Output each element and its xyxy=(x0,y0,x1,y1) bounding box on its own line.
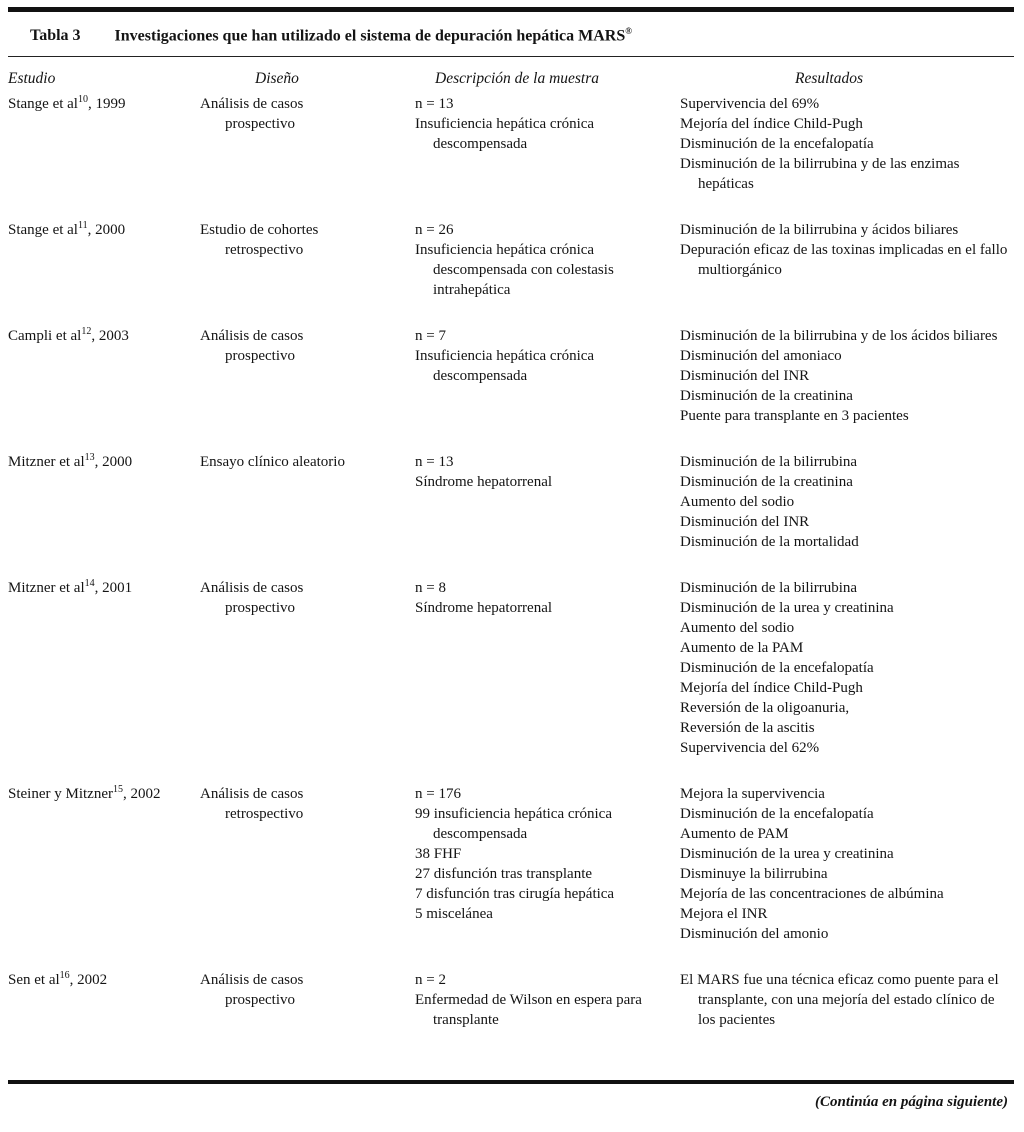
table-caption xyxy=(8,21,1014,46)
result-line: Mejora la supervivencia xyxy=(680,786,825,803)
result-line: Disminución de la encefalopatía xyxy=(680,136,874,153)
sample-line: n = 2 xyxy=(415,972,446,989)
results-cell xyxy=(680,578,1014,758)
table-row xyxy=(8,452,1014,552)
result-line: El MARS fue una técnica eficaz como puente para el transplante, con una mejoría del estado clínico de los pacientes xyxy=(680,972,999,1029)
result-line: Disminución de la bilirrubina y de los ácidos biliares xyxy=(680,328,998,345)
result-line: Disminución de la creatinina xyxy=(680,474,853,491)
column-header-row xyxy=(8,69,1014,89)
study-authors: Steiner y Mitzner xyxy=(8,786,113,803)
result-line: Disminución de la encefalopatía xyxy=(680,806,874,823)
result-line: Aumento del sodio xyxy=(680,620,795,637)
column-header-resultados: Resultados xyxy=(795,70,864,88)
result-line: Disminución del INR xyxy=(680,514,810,531)
results-cell xyxy=(680,220,1014,300)
study-cell xyxy=(8,220,200,300)
design-line: retrospectivo xyxy=(225,806,304,823)
result-line: Disminuye la bilirrubina xyxy=(680,866,828,883)
study-year: , 2000 xyxy=(94,454,133,471)
bottom-rule xyxy=(8,1080,1014,1084)
design-line: Ensayo clínico aleatorio xyxy=(200,454,345,471)
result-line: Supervivencia del 69% xyxy=(680,96,820,113)
results-cell xyxy=(680,94,1014,194)
study-year: , 2002 xyxy=(122,786,161,803)
result-line: Disminución de la bilirrubina y ácidos biliares xyxy=(680,222,959,239)
design-line: Análisis de casos xyxy=(200,328,304,345)
study-reference-superscript: 10 xyxy=(77,94,88,106)
study-reference-superscript: 15 xyxy=(112,784,123,796)
results-cell xyxy=(680,326,1014,426)
study-reference-superscript: 11 xyxy=(77,220,88,232)
study-authors: Mitzner et al xyxy=(8,454,85,471)
result-line: Disminución de la bilirrubina xyxy=(680,454,858,471)
table-row xyxy=(8,970,1014,1030)
study-year: , 2001 xyxy=(94,580,133,597)
sample-line: n = 26 xyxy=(415,222,454,239)
result-line: Reversión de la ascitis xyxy=(680,720,815,737)
result-line: Disminución de la bilirrubina xyxy=(680,580,858,597)
sample-line: 5 miscelánea xyxy=(415,906,493,923)
study-authors: Campli et al xyxy=(8,328,82,345)
table-row xyxy=(8,94,1014,194)
result-line: Disminución del amonio xyxy=(680,926,829,943)
study-year: , 2000 xyxy=(87,222,126,239)
result-line: Disminución del INR xyxy=(680,368,810,385)
sample-line: 99 insuficiencia hepática crónica descompensada xyxy=(415,806,612,843)
sample-line: n = 8 xyxy=(415,580,446,597)
result-line: Depuración eficaz de las toxinas implicadas en el fallo multiorgánico xyxy=(680,242,1008,279)
study-cell xyxy=(8,452,200,552)
design-line: prospectivo xyxy=(225,992,295,1009)
design-line: prospectivo xyxy=(225,116,295,133)
top-rule xyxy=(8,7,1014,12)
table-row xyxy=(8,326,1014,426)
study-authors: Sen et al xyxy=(8,972,60,989)
table-title xyxy=(115,21,632,46)
sample-line: Síndrome hepatorrenal xyxy=(415,600,553,617)
result-line: Puente para transplante en 3 pacientes xyxy=(680,408,909,425)
design-cell xyxy=(200,784,415,944)
sample-cell xyxy=(415,326,680,426)
sample-line: Insuficiencia hepática crónica descompensada xyxy=(415,116,595,153)
design-line: Análisis de casos xyxy=(200,580,304,597)
sample-cell xyxy=(415,578,680,758)
sample-line: Síndrome hepatorrenal xyxy=(415,474,553,491)
design-line: Análisis de casos xyxy=(200,786,304,803)
sample-line: Insuficiencia hepática crónica descompensada xyxy=(415,348,595,385)
study-authors: Stange et al xyxy=(8,222,78,239)
result-line: Mejoría del índice Child-Pugh xyxy=(680,680,863,697)
sample-line: n = 176 xyxy=(415,786,461,803)
result-line: Mejoría de las concentraciones de albúmina xyxy=(680,886,944,903)
sample-line: n = 13 xyxy=(415,96,454,113)
design-line: Estudio de cohortes xyxy=(200,222,319,239)
result-line: Disminución de la creatinina xyxy=(680,388,853,405)
sample-line: Insuficiencia hepática crónica descompensada con colestasis intrahepática xyxy=(415,242,614,299)
result-line: Aumento de PAM xyxy=(680,826,789,843)
sample-line: 38 FHF xyxy=(415,846,462,863)
sample-line: 7 disfunción tras cirugía hepática xyxy=(415,886,615,903)
design-cell xyxy=(200,220,415,300)
design-line: Análisis de casos xyxy=(200,96,304,113)
study-cell xyxy=(8,578,200,758)
column-header-descripcion: Descripción de la muestra xyxy=(435,70,600,88)
design-cell xyxy=(200,970,415,1030)
result-line: Aumento de la PAM xyxy=(680,640,804,657)
results-cell xyxy=(680,784,1014,944)
table-row xyxy=(8,578,1014,758)
study-year: , 2003 xyxy=(91,328,129,345)
sample-cell xyxy=(415,970,680,1030)
design-line: prospectivo xyxy=(225,348,295,365)
sample-line: n = 7 xyxy=(415,328,446,345)
study-reference-superscript: 16 xyxy=(59,970,70,982)
study-reference-superscript: 12 xyxy=(81,326,92,338)
sample-line: 27 disfunción tras transplante xyxy=(415,866,593,883)
column-header-estudio: Estudio xyxy=(8,70,56,88)
column-header-diseno: Diseño xyxy=(255,70,299,88)
sample-line: Enfermedad de Wilson en espera para transplante xyxy=(415,992,642,1029)
table-label: Tabla 3 xyxy=(30,27,81,45)
result-line: Disminución de la encefalopatía xyxy=(680,660,874,677)
result-line: Reversión de la oligoanuria, xyxy=(680,700,850,717)
study-cell xyxy=(8,326,200,426)
result-line: Aumento del sodio xyxy=(680,494,795,511)
continuation-note: (Continúa en página siguiente) xyxy=(815,1094,1008,1110)
study-authors: Stange et al xyxy=(8,96,78,113)
design-cell xyxy=(200,452,415,552)
result-line: Disminución de la bilirrubina y de las enzimas hepáticas xyxy=(680,156,960,193)
design-cell xyxy=(200,578,415,758)
design-line: retrospectivo xyxy=(225,242,304,259)
result-line: Mejora el INR xyxy=(680,906,768,923)
study-cell xyxy=(8,784,200,944)
caption-rule xyxy=(8,56,1014,57)
result-line: Mejoría del índice Child-Pugh xyxy=(680,116,863,133)
design-line: Análisis de casos xyxy=(200,972,304,989)
study-cell xyxy=(8,94,200,194)
design-line: prospectivo xyxy=(225,600,295,617)
sample-cell xyxy=(415,452,680,552)
result-line: Disminución del amoniaco xyxy=(680,348,842,365)
result-line: Disminución de la urea y creatinina xyxy=(680,600,894,617)
study-authors: Mitzner et al xyxy=(8,580,85,597)
table-body xyxy=(8,94,1014,1030)
result-line: Disminución de la urea y creatinina xyxy=(680,846,894,863)
study-reference-superscript: 14 xyxy=(84,578,95,590)
table-row xyxy=(8,784,1014,944)
sample-cell xyxy=(415,94,680,194)
study-year: , 1999 xyxy=(87,96,126,113)
study-year: , 2002 xyxy=(69,972,108,989)
results-cell xyxy=(680,970,1014,1030)
study-reference-superscript: 13 xyxy=(84,452,95,464)
design-cell xyxy=(200,326,415,426)
results-cell xyxy=(680,452,1014,552)
sample-cell xyxy=(415,784,680,944)
sample-cell xyxy=(415,220,680,300)
sample-line: n = 13 xyxy=(415,454,454,471)
table-row xyxy=(8,220,1014,300)
study-cell xyxy=(8,970,200,1030)
result-line: Supervivencia del 62% xyxy=(680,740,820,757)
design-cell xyxy=(200,94,415,194)
registered-trademark-mark: ® xyxy=(625,26,632,36)
result-line: Disminución de la mortalidad xyxy=(680,534,859,551)
table-title-text: Investigaciones que han utilizado el sistema de depuración hepática MARS xyxy=(114,27,626,45)
